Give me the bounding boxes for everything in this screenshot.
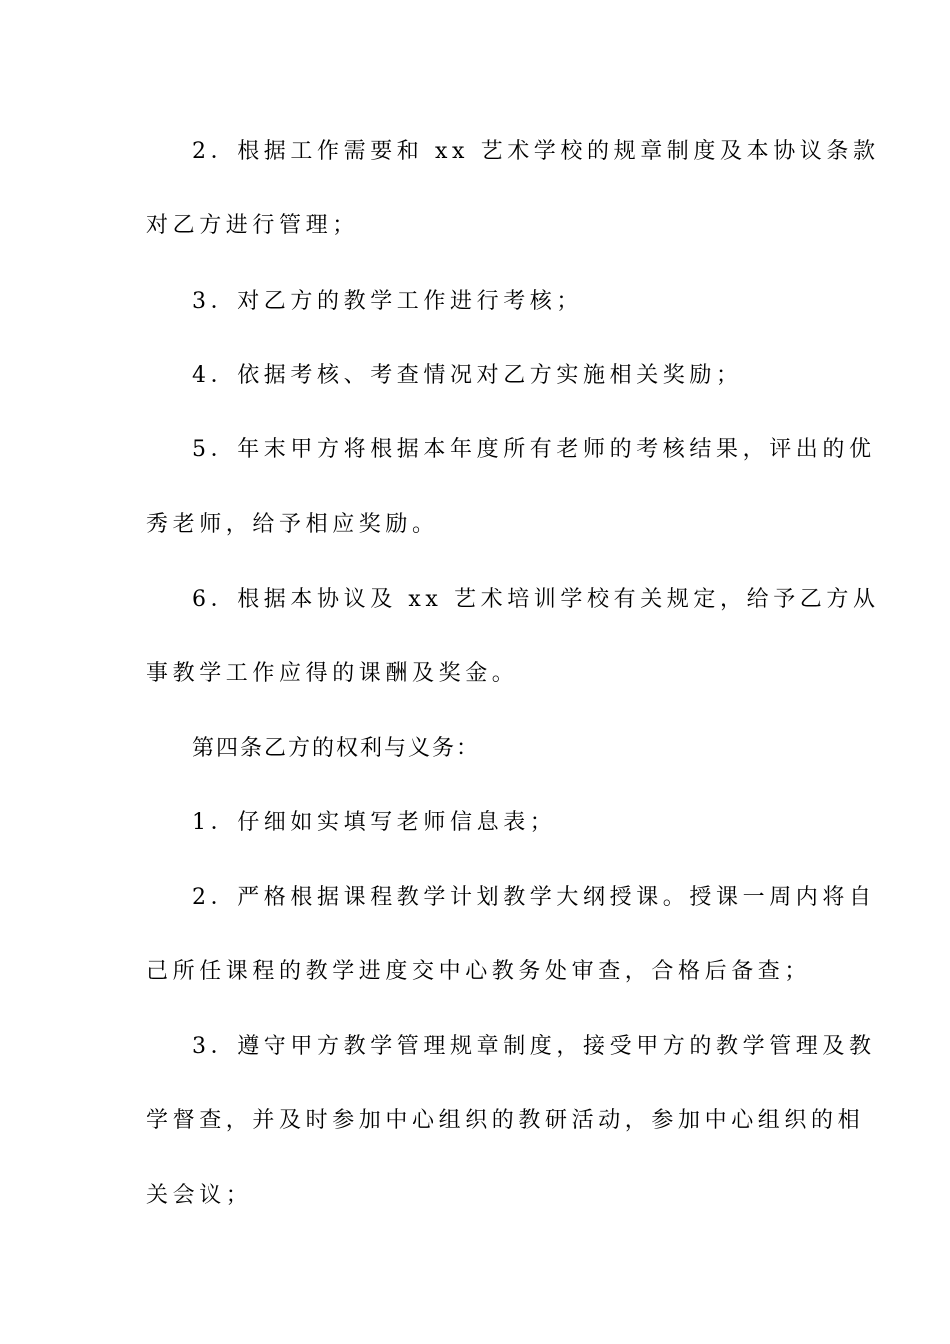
paragraph-line: 5．年末甲方将根据本年度所有老师的考核结果，评出的优 <box>192 437 876 462</box>
paragraph-line: 1．仔细如实填写老师信息表； <box>192 810 557 835</box>
paragraph-line: 3．对乙方的教学工作进行考核； <box>192 289 583 314</box>
section-heading: 第四条乙方的权利与义务： <box>192 736 481 761</box>
paragraph-line: 4．依据考核、考查情况对乙方实施相关奖励； <box>192 363 743 388</box>
paragraph-line: 己所任课程的教学进度交中心教务处审查，合格后备查； <box>146 959 812 984</box>
paragraph-line: 对乙方进行管理； <box>146 213 359 238</box>
paragraph-line: 学督查，并及时参加中心组织的教研活动，参加中心组织的相 <box>146 1108 865 1133</box>
paragraph-line: 秀老师，给予相应奖励。 <box>146 512 439 537</box>
paragraph-line: 6．根据本协议及 xx 艺术培训学校有关规定，给予乙方从 <box>192 587 880 612</box>
paragraph-line: 2．严格根据课程教学计划教学大纲授课。授课一周内将自 <box>192 885 876 910</box>
paragraph-line: 3．遵守甲方教学管理规章制度，接受甲方的教学管理及教 <box>192 1034 876 1059</box>
paragraph-line: 关会议； <box>146 1183 253 1208</box>
paragraph-line: 2．根据工作需要和 xx 艺术学校的规章制度及本协议条款 <box>192 139 880 164</box>
paragraph-line: 事教学工作应得的课酬及奖金。 <box>146 661 519 686</box>
